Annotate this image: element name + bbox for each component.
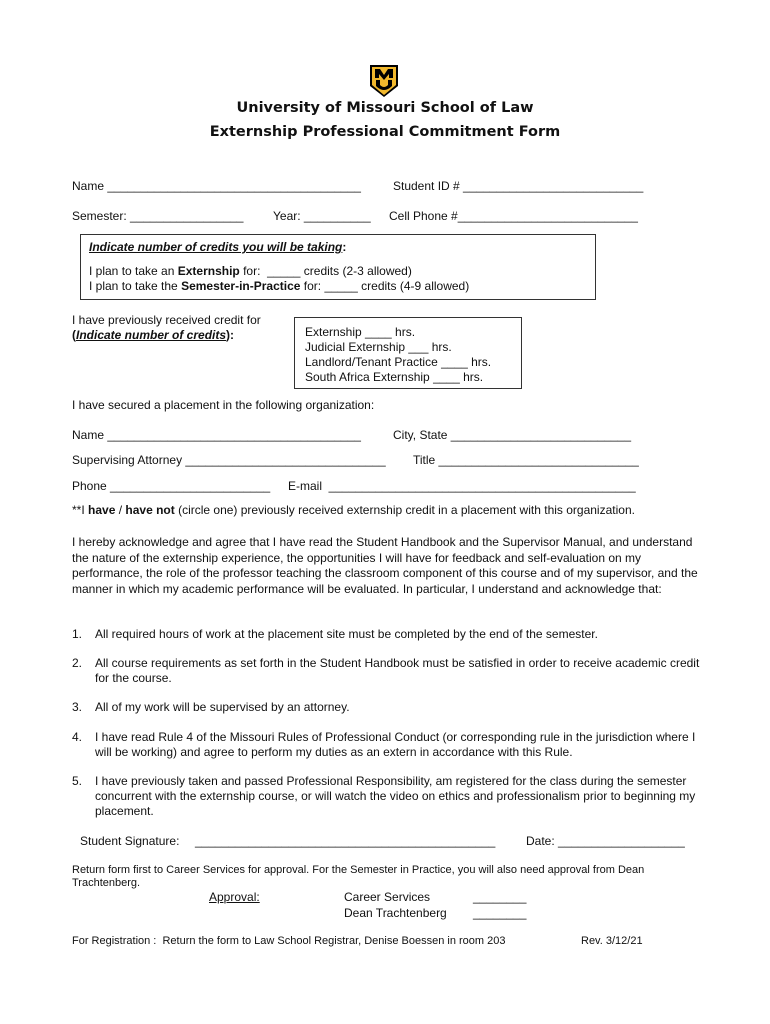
previous-credit-row[interactable]: Judicial Externship ___ hrs.: [305, 340, 452, 354]
city-state-field[interactable]: City, State ___________________________: [393, 428, 631, 442]
externship-credits-line[interactable]: [89, 264, 412, 278]
student-name-field[interactable]: Name ______________________________________: [72, 179, 361, 193]
student-signature-field[interactable]: _____________________________________________: [195, 834, 496, 848]
ack-item-number: 4.: [72, 730, 83, 744]
externship-credits-pre: I plan to take an: [89, 264, 178, 278]
credits-heading-text: Indicate number of credits you will be taking: [89, 240, 343, 254]
ack-item-text: All required hours of work at the placement site must be completed by the end of the semester.: [95, 627, 598, 641]
ack-item-text: I have previously taken and passed Professional Responsibility, am registered for the class during the semester concurrent with the externship course, or will watch the video on ethics and professionalism prior to beginning my placement.: [95, 774, 696, 818]
sip-credits-pre: I plan to take the: [89, 279, 182, 293]
externship-credits-post: for: _____ credits (2-3 allowed): [239, 264, 412, 278]
approval-dean: Dean Trachtenberg: [344, 906, 447, 920]
form-title-institution: University of Missouri School of Law: [236, 100, 534, 116]
form-title: Externship Professional Commitment Form: [209, 124, 561, 140]
supervising-attorney-field[interactable]: Supervising Attorney ______________________________: [72, 453, 386, 467]
acknowledgment-paragraph: I hereby acknowledge and agree that I have read the Student Handbook and the Supervisor Manual, and understand the nature of the externship experience, the opportunities I will have for feedback and self-evaluation on my performance, the role of the professor teaching the classroom component of this course and of my supervisor, and the manner in which my academic performance will be evaluated. In particular, I understand and acknowledge that:: [72, 535, 698, 596]
previous-credit-paren-open: (: [72, 328, 76, 342]
previous-credit-row[interactable]: Externship ____ hrs.: [305, 325, 416, 339]
ack-item-number: 3.: [72, 700, 83, 714]
placement-intro: I have secured a placement in the following organization:: [72, 398, 375, 412]
return-form-note: Return form first to Career Services for approval. For the Semester in Practice, you will also need approval from Dean Trachtenberg.: [72, 864, 645, 889]
cell-phone-field[interactable]: Cell Phone #___________________________: [389, 209, 638, 223]
circle-rest: (circle one) previously received externship credit in a placement with this organization.: [174, 503, 635, 517]
attorney-title-field[interactable]: Title ______________________________: [413, 453, 639, 467]
ack-item-number: 1.: [72, 627, 83, 641]
student-signature-label: Student Signature:: [80, 834, 180, 848]
circle-option-have-not[interactable]: have not: [125, 503, 175, 517]
registration-note: For Registration : Return the form to Law School Registrar, Denise Boessen in room 203: [72, 935, 506, 947]
student-id-field[interactable]: Student ID # ___________________________: [393, 179, 644, 193]
approval-career-services: Career Services: [344, 890, 431, 904]
circle-slash: /: [115, 503, 126, 517]
ack-item-text: All course requirements as set forth in the Student Handbook must be satisfied in order to receive academic credit for the course.: [95, 656, 700, 685]
externship-credits-bold: Externship: [177, 264, 240, 278]
sip-credits-bold: Semester-in-Practice: [181, 279, 301, 293]
credits-heading-colon: :: [342, 240, 347, 254]
ack-item-text: All of my work will be supervised by an attorney.: [95, 700, 350, 714]
revision-date: Rev. 3/12/21: [581, 935, 643, 947]
phone-field[interactable]: Phone ________________________: [72, 479, 271, 493]
mu-tiger-logo-icon: [369, 64, 399, 98]
prior-credit-statement: [72, 503, 635, 517]
credits-box-heading: [89, 240, 346, 254]
signature-date-field[interactable]: Date: ___________________: [526, 834, 685, 848]
ack-item-text: I have read Rule 4 of the Missouri Rules of Professional Conduct (or corresponding rule in the jurisdiction where I will be working) and agree to perform my duties as an extern in accordance with this Rule.: [95, 730, 696, 759]
previous-credit-paren-close: ):: [226, 328, 235, 342]
sip-credits-post: for: _____ credits (4-9 allowed): [300, 279, 470, 293]
career-services-approval-line[interactable]: ________: [473, 890, 527, 904]
organization-name-field[interactable]: Name ______________________________________: [72, 428, 361, 442]
previous-credit-row[interactable]: Landlord/Tenant Practice ____ hrs.: [305, 355, 492, 369]
circle-prefix: **I: [72, 503, 89, 517]
circle-option-have[interactable]: have: [88, 503, 116, 517]
previous-credit-instruction: [72, 328, 234, 342]
dean-approval-line[interactable]: ________: [473, 906, 527, 920]
ack-item-number: 5.: [72, 774, 83, 788]
semester-in-practice-credits-line[interactable]: [89, 279, 469, 293]
ack-item-number: 2.: [72, 656, 83, 670]
approval-label: Approval:: [209, 890, 260, 904]
year-field[interactable]: Year: __________: [273, 209, 371, 223]
semester-field[interactable]: Semester: _________________: [72, 209, 244, 223]
email-field[interactable]: E-mail ______________________________________________: [288, 479, 636, 493]
previous-credit-emph: Indicate number of credits: [76, 328, 227, 342]
previous-credit-label: I have previously received credit for: [72, 313, 261, 327]
previous-credit-row[interactable]: South Africa Externship ____ hrs.: [305, 370, 484, 384]
